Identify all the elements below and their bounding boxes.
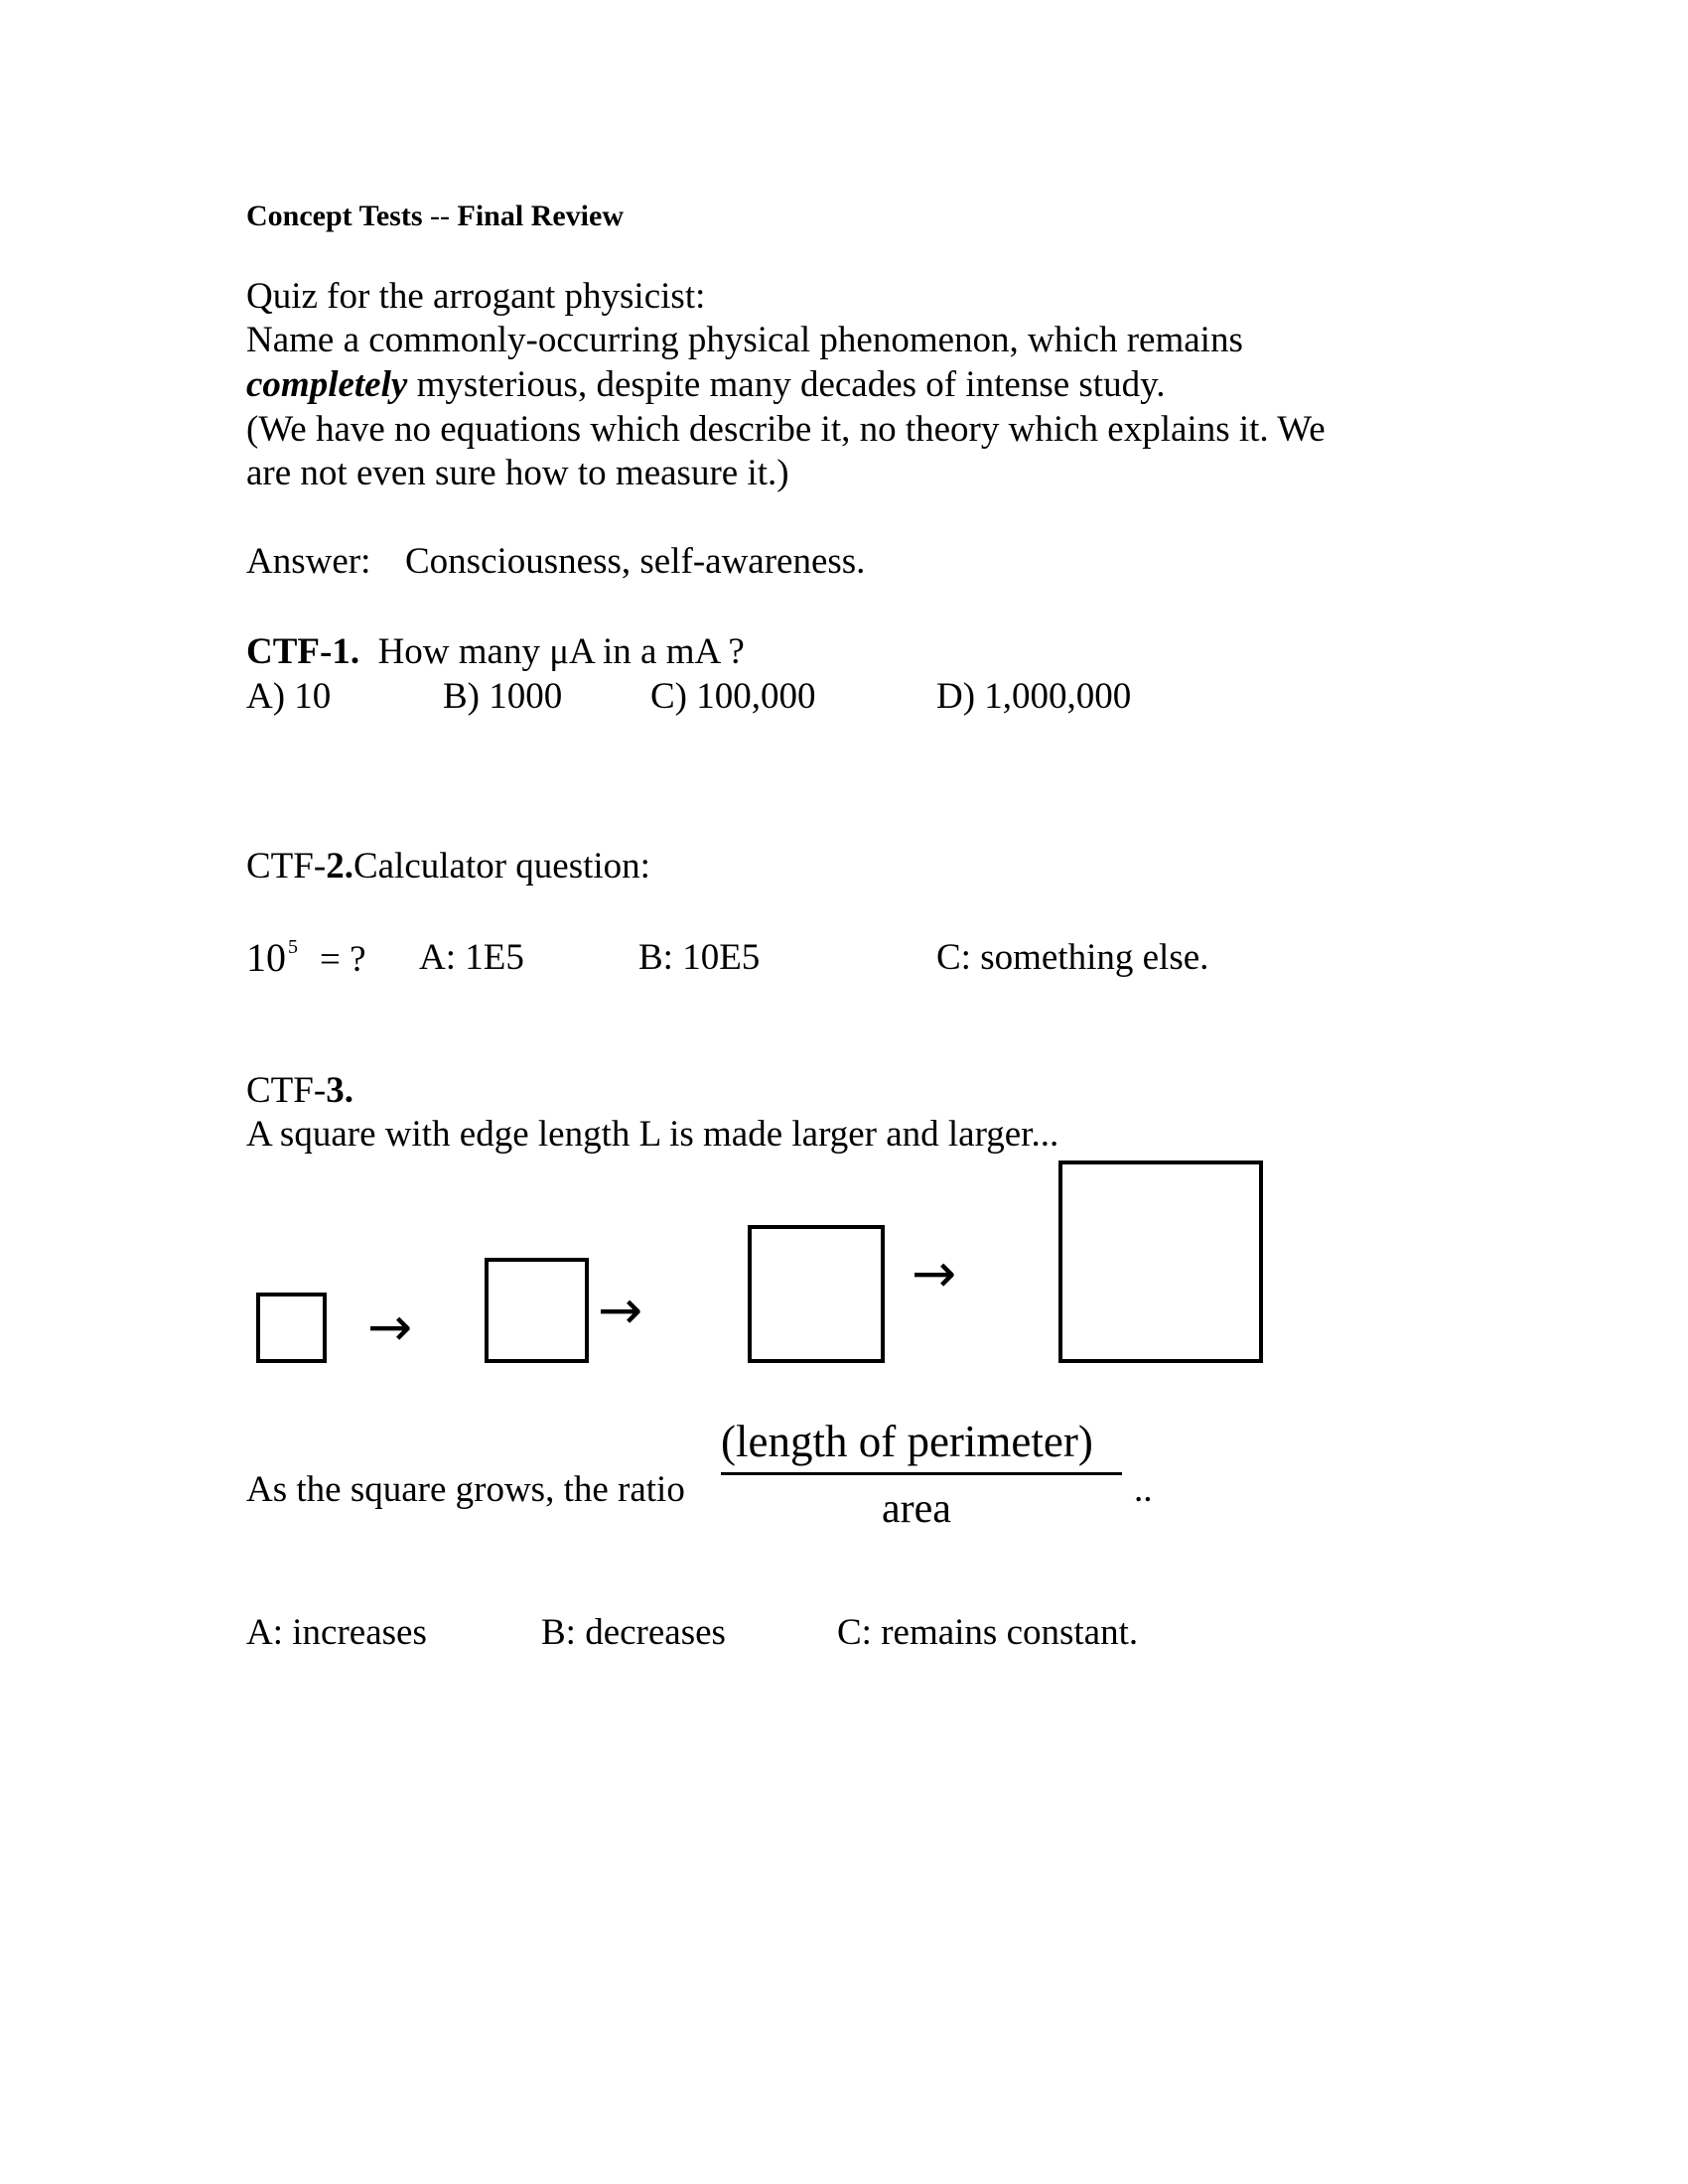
ctf3-label	[246, 1068, 353, 1113]
ctf1-question-text: How many μA in a mA ?	[377, 631, 745, 672]
quiz-line-3-rest: mysterious, despite many decades of intense study.	[407, 364, 1166, 405]
ctf2-question-text: Calculator question:	[352, 846, 650, 887]
ctf3-trailing-dots: ..	[1134, 1469, 1153, 1510]
answer-label: Answer:	[246, 541, 371, 582]
title-separator: --	[422, 200, 458, 232]
ctf2-option-c: C: something else.	[936, 937, 1209, 978]
arrow-icon: →	[367, 1296, 413, 1358]
ctf2-exponent: 5	[288, 936, 298, 958]
ctf2-equals: = ?	[320, 939, 366, 980]
ctf2-question	[246, 844, 650, 888]
ctf3-statement: A square with edge length L is made larger and larger...	[246, 1114, 1059, 1155]
square-small	[256, 1293, 327, 1363]
ctf1-label: CTF-1.	[246, 631, 360, 672]
ctf1-question	[246, 629, 745, 674]
ctf3-option-a: A: increases	[246, 1612, 427, 1653]
quiz-line-3	[246, 362, 1165, 407]
ctf3-label-prefix: CTF-	[246, 1070, 327, 1111]
ctf3-option-b: B: decreases	[541, 1612, 726, 1653]
ctf1-option-c: C) 100,000	[650, 676, 816, 717]
quiz-emphasis: completely	[246, 364, 408, 405]
ctf2-label-number: 2.	[326, 846, 353, 887]
ctf1-option-b: B) 1000	[443, 676, 563, 717]
page-title	[246, 199, 624, 234]
ctf1-option-d: D) 1,000,000	[936, 676, 1132, 717]
ctf2-option-b: B: 10E5	[638, 937, 761, 978]
quiz-line-1: Quiz for the arrogant physicist:	[246, 276, 706, 317]
ctf1-option-a: A) 10	[246, 676, 332, 717]
fraction-numerator: (length of perimeter)	[721, 1417, 1093, 1466]
title-part-1: Concept Tests	[246, 200, 423, 232]
ctf2-label-prefix: CTF-	[246, 846, 327, 887]
title-part-2: Final Review	[457, 200, 624, 232]
arrow-icon: →	[598, 1279, 643, 1341]
ctf3-label-number: 3.	[326, 1070, 353, 1111]
ctf3-option-c: C: remains constant.	[837, 1612, 1139, 1653]
fraction-bar	[721, 1472, 1122, 1475]
quiz-line-5: are not even sure how to measure it.)	[246, 453, 789, 493]
ctf2-base: 10	[246, 935, 286, 980]
square-largest	[1058, 1160, 1263, 1363]
quiz-line-2: Name a commonly-occurring physical phenomenon, which remains	[246, 320, 1243, 360]
ctf2-expression	[246, 935, 298, 982]
fraction-denominator: area	[882, 1486, 951, 1532]
quiz-line-4: (We have no equations which describe it, no theory which explains it. We	[246, 409, 1326, 450]
ctf3-ratio-text: As the square grows, the ratio	[246, 1469, 685, 1510]
square-large	[748, 1225, 885, 1363]
arrow-icon: →	[912, 1242, 957, 1304]
square-medium	[485, 1258, 589, 1363]
answer-text: Consciousness, self-awareness.	[405, 541, 866, 582]
ctf2-option-a: A: 1E5	[419, 937, 524, 978]
